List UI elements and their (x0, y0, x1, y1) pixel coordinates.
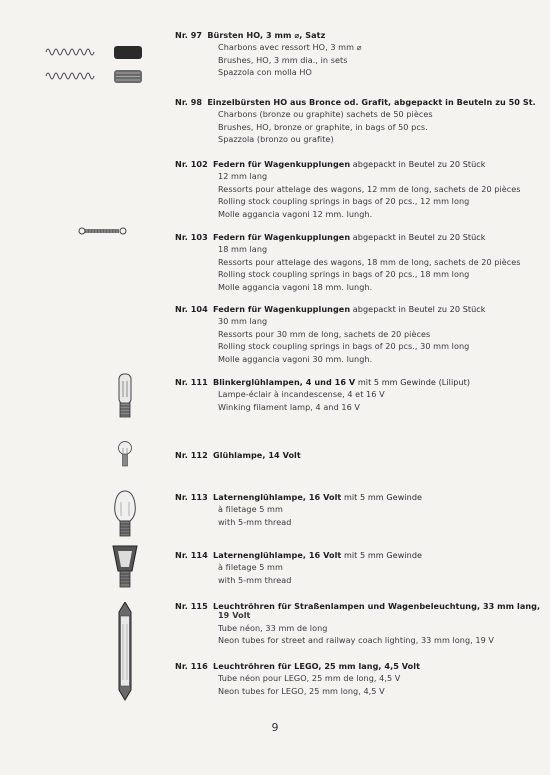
entry-nr-103 (175, 231, 535, 293)
description-line: Tube néon, 33 mm de long (218, 622, 328, 633)
lantern-lamp-dark-illustration (110, 545, 140, 593)
blinker-lamp-illustration (116, 373, 134, 421)
entry-nr-112 (175, 449, 535, 461)
entry-nr-102 (175, 158, 535, 220)
description-line: Molle aggancia vagoni 18 mm. lungh. (218, 281, 373, 292)
lantern-lamp-illustration (110, 490, 140, 540)
item-title-rest: mit 5 mm Gewinde (341, 492, 423, 502)
description-line: à filetage 5 mm (218, 562, 283, 573)
item-size: 18 mm lang (218, 244, 268, 255)
item-title: Leuchtröhren für LEGO, 25 mm lang, 4,5 Volt (213, 661, 421, 671)
item-number: Nr. 112 (175, 450, 208, 460)
item-size: 30 mm lang (218, 316, 268, 327)
item-title-rest: mit 5 mm Gewinde (341, 550, 423, 560)
neon-tube-illustration (113, 602, 137, 702)
item-number: Nr. 102 (175, 159, 208, 169)
item-title-rest: abgepackt in Beutel zu 20 Stück (350, 159, 486, 169)
description-line: Rolling stock coupling springs in bags of 20 pcs., 30 mm long (218, 341, 470, 352)
description-line: Lampe-éclair à incandescense, 4 et 16 V (218, 389, 385, 400)
item-title: Federn für Wagenkupplungen (213, 232, 351, 242)
item-title: Laternenglühlampe, 16 Volt (213, 492, 342, 502)
description-line: Rolling stock coupling springs in bags of 20 pcs., 18 mm long (218, 269, 470, 280)
description-line: Charbons avec ressort HO, 3 mm ⌀ (218, 42, 362, 53)
spring-brush-illustration (40, 40, 150, 90)
item-number: Nr. 98 (175, 97, 203, 107)
item-number: Nr. 111 (175, 377, 208, 387)
description-line: Molle aggancia vagoni 30 mm. lungh. (218, 353, 373, 364)
item-number: Nr. 116 (175, 661, 208, 671)
description-line: Tube néon pour LEGO, 25 mm de long, 4,5 V (218, 673, 401, 684)
description-line: Charbons (bronze ou graphite) sachets de 50 pièces (218, 109, 433, 120)
item-title: Leuchtröhren für Straßenlampen und Wagenbeleuchtung, 33 mm lang, (213, 601, 541, 611)
item-number: Nr. 113 (175, 492, 208, 502)
entry-nr-113 (175, 491, 535, 528)
description-line: Spazzola (bronzo ou grafite) (218, 134, 334, 145)
item-number: Nr. 104 (175, 304, 208, 314)
description-line: à filetage 5 mm (218, 504, 283, 515)
item-title: Laternenglühlampe, 16 Volt (213, 550, 342, 560)
item-title: Einzelbürsten HO aus Bronce od. Grafit, abgepackt in Beuteln zu 50 St. (207, 97, 536, 107)
item-number: Nr. 115 (175, 601, 208, 611)
description-line: with 5-mm thread (218, 516, 292, 527)
item-title: Blinkerglühlampen, 4 und 16 V (213, 377, 356, 387)
entry-nr-115 (175, 600, 541, 647)
description-line: Spazzola con molla HO (218, 67, 312, 78)
description-line: Rolling stock coupling springs in bags of 20 pcs., 12 mm long (218, 196, 470, 207)
description-line: with 5-mm thread (218, 574, 292, 585)
item-title-rest: abgepackt in Beutel zu 20 Stück (350, 304, 486, 314)
description-line: Neon tubes for LEGO, 25 mm long, 4,5 V (218, 685, 385, 696)
page-number: 9 (271, 721, 279, 734)
item-title-rest: abgepackt in Beutel zu 20 Stück (350, 232, 486, 242)
entry-nr-111 (175, 376, 535, 413)
entry-nr-114 (175, 549, 535, 586)
item-title: Bürsten HO, 3 mm ⌀, Satz (207, 30, 326, 40)
description-line: Neon tubes for street and railway coach lighting, 33 mm long, 19 V (218, 635, 495, 646)
item-size: 12 mm lang (218, 171, 268, 182)
description-line: Winking filament lamp, 4 and 16 V (218, 401, 360, 412)
item-title: Federn für Wagenkupplungen (213, 159, 351, 169)
description-line: Ressorts pour 30 mm de long, sachets de 20 pièces (218, 328, 431, 339)
item-number: Nr. 97 (175, 30, 203, 40)
item-title-rest: mit 5 mm Gewinde (Liliput) (355, 377, 471, 387)
item-number: Nr. 103 (175, 232, 208, 242)
description-line: Brushes, HO, 3 mm dia., in sets (218, 54, 348, 65)
description-line: Molle aggancia vagoni 12 mm. lungh. (218, 208, 373, 219)
entry-nr-98 (175, 96, 535, 146)
entry-nr-104 (175, 303, 535, 365)
item-title: Federn für Wagenkupplungen (213, 304, 351, 314)
description-line: Ressorts pour attelage des wagons, 12 mm de long, sachets de 20 pièces (218, 183, 521, 194)
description-line: Brushes, HO, bronze or graphite, in bags of 50 pcs. (218, 121, 428, 132)
entry-nr-116 (175, 660, 535, 697)
description-line: Ressorts pour attelage des wagons, 18 mm de long, sachets de 20 pièces (218, 256, 521, 267)
item-number: Nr. 114 (175, 550, 208, 560)
item-voltage: 19 Volt (218, 610, 251, 621)
entry-nr-97 (175, 29, 535, 79)
item-title: Glühlampe, 14 Volt (213, 450, 301, 460)
small-bulb-illustration (117, 440, 133, 470)
coupling-spring-illustration (78, 225, 128, 237)
